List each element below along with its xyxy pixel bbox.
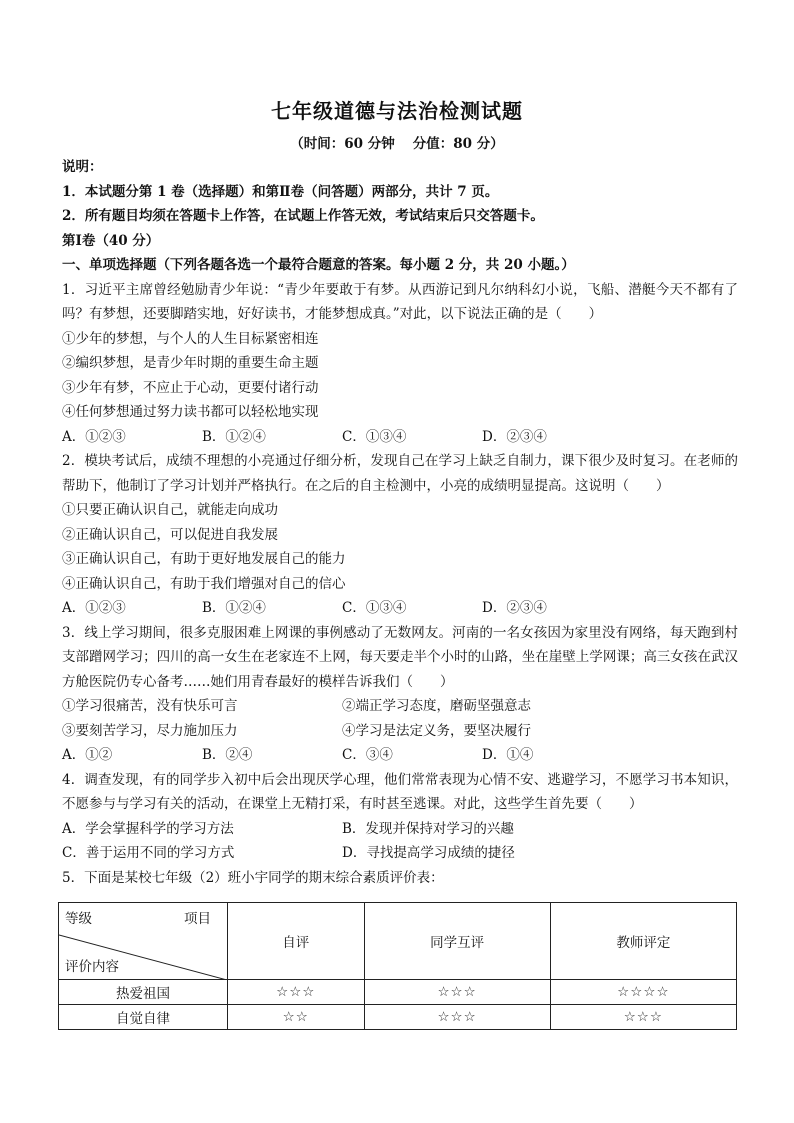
option-a[interactable]: A．①②③: [62, 428, 126, 445]
question-stem: 4．调查发现，有的同学步入初中后会出现厌学心理，他们常常表现为心情不安、逃避学习，不愿学习书本知识，不愿参与与学习有关的活动，在课堂上无精打采，有时甚至逃课。对此，这些学生首先要（ ）: [62, 771, 738, 812]
question-options: [62, 817, 738, 842]
question-stem: 1．习近平主席曾经勉励青少年说：“青少年要敢于有梦。从西游记到凡尔纳科幻小说，飞船、潜艇今天不都有了吗？有梦想，还要脚踏实地，好好读书，才能梦想成真。”对此，以下说法正确的是（ ）: [62, 281, 738, 322]
evaluation-table: [58, 902, 737, 1030]
question-item: ③正确认识自己，有助于更好地发展自己的能力: [62, 551, 346, 567]
question-options: [62, 841, 738, 866]
corner-label-content: 评价内容: [65, 959, 119, 975]
option-b[interactable]: B．②④: [202, 747, 253, 763]
option-c[interactable]: C．①③④: [342, 600, 407, 616]
question-options: [62, 743, 738, 768]
table-column-header: 自评: [228, 903, 365, 980]
option-c[interactable]: C．①③④: [342, 428, 407, 445]
option-d[interactable]: D．寻找提高学习成绩的捷径: [342, 845, 515, 861]
question-options: [62, 425, 738, 450]
notes-label: 说明：: [62, 159, 103, 175]
table-column-header: 教师评定: [550, 903, 736, 980]
question-item: ②端正学习态度，磨砺坚强意志: [342, 698, 531, 714]
question-stem: 5．下面是某校七年级（2）班小宇同学的期末综合素质评价表：: [62, 869, 444, 886]
table-corner-cell: [59, 903, 228, 980]
option-d[interactable]: D．②③④: [482, 428, 547, 445]
evaluation-table-wrap: [58, 902, 737, 1030]
part-title: 第Ⅰ卷（40 分）: [62, 232, 160, 249]
rating-stars: ☆☆☆: [228, 980, 365, 1005]
option-c[interactable]: C．③④: [342, 747, 393, 763]
rating-stars: ☆☆☆: [364, 980, 550, 1005]
exam-body: [62, 155, 738, 890]
rating-stars: ☆☆: [228, 1005, 365, 1030]
question-item: ①只要正确认识自己，就能走向成功: [62, 502, 278, 518]
option-b[interactable]: B．①②④: [202, 600, 266, 616]
corner-label-grade: 等级: [65, 911, 92, 927]
subtitle-score: 分值：80 分）: [412, 136, 504, 152]
option-d[interactable]: D．①④: [482, 747, 534, 763]
question-item: ①少年的梦想，与个人的人生目标紧密相连: [62, 330, 319, 347]
option-a[interactable]: A．①②③: [62, 600, 126, 616]
question-item: ④任何梦想通过努力读书都可以轻松地实现: [62, 404, 319, 420]
table-column-header: 同学互评: [364, 903, 550, 980]
question-items-row: [62, 719, 738, 744]
page-title: 七年级道德与法治检测试题: [271, 99, 523, 123]
row-label: 热爱祖国: [59, 980, 228, 1005]
section-title: 一、单项选择题（下列各题各选一个最符合题意的答案。每小题 2 分，共 20 小题。）: [62, 257, 575, 273]
question-item: ④正确认识自己，有助于我们增强对自己的信心: [62, 575, 346, 592]
option-b[interactable]: B．①②④: [202, 428, 266, 445]
note-item: 2．所有题目均须在答题卡上作答，在试题上作答无效，考试结束后只交答题卡。: [62, 208, 544, 224]
option-a[interactable]: A．学会掌握科学的学习方法: [62, 820, 234, 837]
question-item: ②正确认识自己，可以促进自我发展: [62, 526, 278, 543]
question-item: ③少年有梦，不应止于心动，更要付诸行动: [62, 379, 319, 396]
table-row: [59, 1005, 737, 1030]
page-subtitle: [0, 132, 794, 152]
row-label: 自觉自律: [59, 1005, 228, 1030]
option-d[interactable]: D．②③④: [482, 600, 547, 616]
rating-stars: ☆☆☆: [550, 1005, 736, 1030]
question-item: ②编织梦想，是青少年时期的重要生命主题: [62, 355, 319, 371]
rating-stars: ☆☆☆☆: [550, 980, 736, 1005]
table-header-row: [59, 903, 737, 980]
corner-label-item: 项目: [184, 911, 211, 927]
question-item: ④学习是法定义务，要坚决履行: [342, 722, 531, 739]
option-b[interactable]: B．发现并保持对学习的兴趣: [342, 820, 514, 837]
question-item: ③要刻苦学习，尽力施加压力: [62, 722, 238, 739]
rating-stars: ☆☆☆: [364, 1005, 550, 1030]
subtitle-time: （时间：60 分钟: [290, 136, 395, 152]
question-stem: 2．模块考试后，成绩不理想的小亮通过仔细分析，发现自己在学习上缺乏自制力，课下很少及时复习。在老师的帮助下，他制订了学习计划并严格执行。在之后的自主检测中，小亮的成绩明显提高。这说明（ ）: [62, 453, 738, 494]
question-options: [62, 596, 738, 621]
option-a[interactable]: A．①②: [62, 747, 113, 763]
question-items-row: [62, 694, 738, 719]
table-row: [59, 980, 737, 1005]
note-item: 1．本试题分第 1 卷（选择题）和第Ⅱ卷（问答题）两部分，共计 7 页。: [62, 183, 499, 200]
question-item: ①学习很痛苦，没有快乐可言: [62, 698, 238, 714]
option-c[interactable]: C．善于运用不同的学习方式: [62, 845, 235, 861]
question-stem: 3．线上学习期间，很多克服困难上网课的事例感动了无数网友。河南的一名女孩因为家里没有网络，每天跑到村支部蹭网学习；四川的高一女生在老家连不上网，每天要走半个小时的山路，坐在崖壁上学网课；高三女孩在武汉方舱医院仍专心备考……她们用青春最好的模样告诉我们（ ）: [62, 624, 738, 690]
